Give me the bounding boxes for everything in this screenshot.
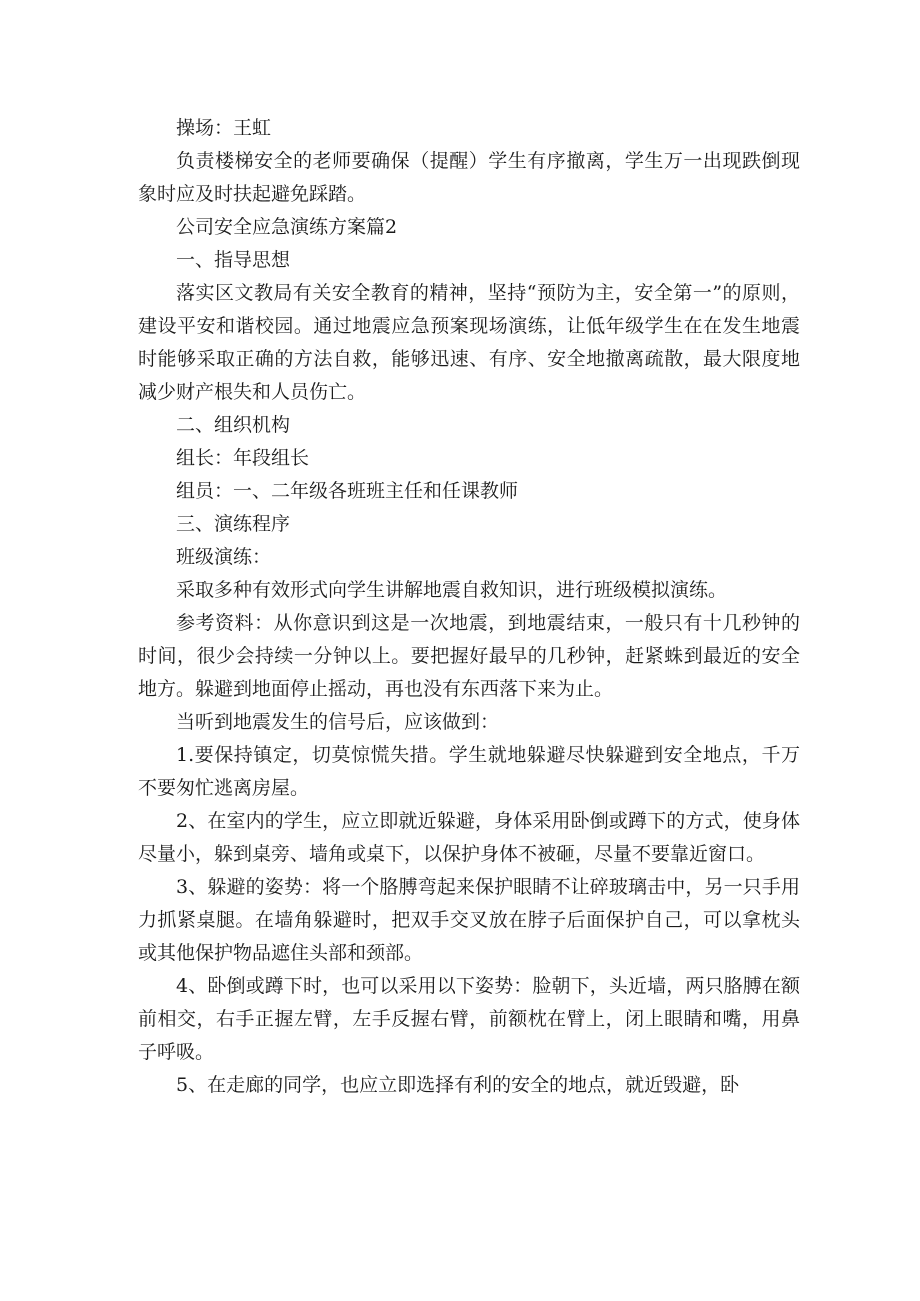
document-body: [138, 112, 800, 1102]
list-item-4: 4、卧倒或蹲下时，也可以采用以下姿势：脸朝下，头近墙，两只胳膊在额前相交，右手正握左臂，左手反握右臂，前额枕在臂上，闭上眼睛和嘴，用鼻子呼吸。: [138, 975, 800, 1063]
list-item-1: 1.要保持镇定，切莫惊慌失措。学生就地躲避尽快躲避到安全地点，千万不要匆忙逃离房屋。: [138, 744, 800, 799]
heading-organization: 二、组织机构: [176, 414, 291, 436]
heading-drill-procedure: 三、演练程序: [176, 513, 291, 535]
paragraph-team-leader: 组长：年段组长: [176, 447, 310, 469]
section-title-plan-2: 公司安全应急演练方案篇2: [176, 216, 398, 238]
paragraph-signal-actions: 当听到地震发生的信号后，应该做到：: [176, 711, 500, 733]
paragraph-drill-methods: 采取多种有效形式向学生讲解地震自救知识，进行班级模拟演练。: [176, 579, 728, 601]
paragraph-playground-staff: 操场：王虹: [176, 117, 272, 139]
paragraph-class-drill: 班级演练：: [176, 546, 272, 568]
paragraph-team-members: 组员：一、二年级各班班主任和任课教师: [176, 480, 519, 502]
paragraph-reference: 参考资料：从你意识到这是一次地震，到地震结束，一般只有十几秒钟的时间，很少会持续一分钟以上。要把握好最早的几秒钟，赶紧蛛到最近的安全地方。躲避到地面停止摇动，再也没有东西落下来为止。: [138, 612, 800, 700]
list-item-3: 3、躲避的姿势：将一个胳膊弯起来保护眼睛不让碎玻璃击中，另一只手用力抓紧桌腿。在墙角躲避时，把双手交叉放在脖子后面保护自己，可以拿枕头或其他保护物品遮住头部和颈部。: [138, 876, 800, 964]
list-item-2: 2、在室内的学生，应立即就近躲避，身体采用卧倒或蹲下的方式，使身体尽量小，躲到桌旁、墙角或桌下，以保护身体不被砸，尽量不要靠近窗口。: [138, 810, 800, 865]
paragraph-stair-safety: 负责楼梯安全的老师要确保（提醒）学生有序撤离，学生万一出现跌倒现象时应及时扶起避免踩踏。: [138, 150, 800, 205]
paragraph-guiding-ideology: 落实区文教局有关安全教育的精神，坚持“预防为主，安全第一”的原则，建设平安和谐校园。通过地震应急预案现场演练，让低年级学生在在发生地震时能够采取正确的方法自救，能够迅速、有序、安全地撤离疏散，最大限度地减少财产根失和人员伤亡。: [138, 282, 800, 403]
list-item-5: 5、在走廊的同学，也应立即选择有利的安全的地点，就近毁避，卧: [176, 1074, 740, 1096]
heading-guiding-ideology: 一、指导思想: [176, 249, 291, 271]
